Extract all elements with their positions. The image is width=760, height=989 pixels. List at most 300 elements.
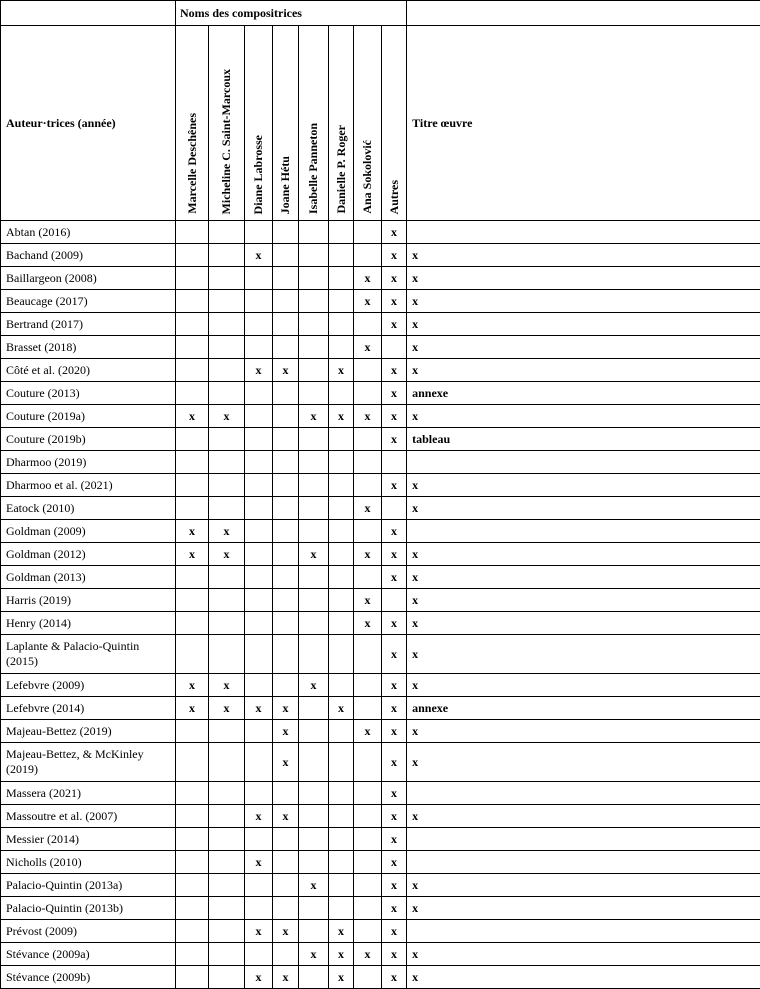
- mark-cell: x: [329, 920, 354, 943]
- mark-cell: [329, 543, 354, 566]
- mark-cell: [354, 451, 382, 474]
- mark-cell: [245, 782, 273, 805]
- title-cell: x: [407, 336, 760, 359]
- mark-cell: [299, 612, 329, 635]
- mark-cell: x: [245, 697, 273, 720]
- table-row: [1, 382, 760, 405]
- mark-cell: [354, 382, 382, 405]
- mark-cell: [273, 897, 299, 920]
- composer-name: Marcelle Deschênes: [185, 113, 200, 214]
- author-cell: Dharmoo (2019): [1, 451, 176, 474]
- mark-cell: x: [382, 382, 407, 405]
- mark-cell: [209, 966, 245, 989]
- mark-cell: [176, 359, 209, 382]
- author-column-header: Auteur·trices (année): [1, 26, 176, 221]
- header-top-row: [1, 1, 760, 26]
- mark-cell: [299, 244, 329, 267]
- mark-cell: [354, 635, 382, 674]
- mark-cell: [245, 221, 273, 244]
- mark-cell: x: [245, 244, 273, 267]
- mark-cell: [209, 336, 245, 359]
- mark-cell: x: [329, 697, 354, 720]
- mark-cell: x: [382, 851, 407, 874]
- mark-cell: [245, 290, 273, 313]
- title-cell: x: [407, 359, 760, 382]
- mark-cell: [329, 336, 354, 359]
- author-cell: Goldman (2012): [1, 543, 176, 566]
- mark-cell: [176, 897, 209, 920]
- mark-cell: x: [299, 943, 329, 966]
- author-cell: Beaucage (2017): [1, 290, 176, 313]
- mark-cell: [382, 336, 407, 359]
- mark-cell: [176, 612, 209, 635]
- mark-cell: [176, 451, 209, 474]
- mark-cell: [329, 382, 354, 405]
- table-row: [1, 943, 760, 966]
- author-cell: Abtan (2016): [1, 221, 176, 244]
- author-cell: Couture (2019a): [1, 405, 176, 428]
- mark-cell: [209, 428, 245, 451]
- mark-cell: [245, 828, 273, 851]
- mark-cell: x: [382, 743, 407, 782]
- mark-cell: [354, 966, 382, 989]
- mark-cell: [273, 851, 299, 874]
- mark-cell: [209, 221, 245, 244]
- mark-cell: x: [354, 405, 382, 428]
- mark-cell: x: [354, 336, 382, 359]
- table-row: [1, 474, 760, 497]
- mark-cell: x: [382, 966, 407, 989]
- table-row: [1, 359, 760, 382]
- mark-cell: [176, 566, 209, 589]
- composer-name: Danielle P. Roger: [334, 125, 349, 214]
- table-row: [1, 828, 760, 851]
- mark-cell: [176, 966, 209, 989]
- mark-cell: [354, 428, 382, 451]
- table-row: [1, 720, 760, 743]
- author-cell: Palacio-Quintin (2013b): [1, 897, 176, 920]
- mark-cell: [209, 451, 245, 474]
- composer-header: [209, 26, 245, 221]
- composers-group-header: Noms des compositrices: [176, 1, 407, 26]
- table-row: [1, 897, 760, 920]
- mark-cell: x: [354, 612, 382, 635]
- mark-cell: [176, 920, 209, 943]
- author-cell: Harris (2019): [1, 589, 176, 612]
- mark-cell: x: [354, 589, 382, 612]
- composer-name: Diane Labrosse: [251, 135, 266, 214]
- mark-cell: [299, 589, 329, 612]
- mark-cell: x: [382, 697, 407, 720]
- mark-cell: x: [354, 290, 382, 313]
- composer-name: Joane Hétu: [278, 156, 293, 214]
- mark-cell: [329, 428, 354, 451]
- author-cell: Massoutre et al. (2007): [1, 805, 176, 828]
- mark-cell: [176, 874, 209, 897]
- table-row: [1, 428, 760, 451]
- mark-cell: [209, 267, 245, 290]
- mark-cell: [329, 520, 354, 543]
- mark-cell: [176, 828, 209, 851]
- mark-cell: x: [176, 543, 209, 566]
- mark-cell: x: [382, 520, 407, 543]
- mark-cell: [299, 897, 329, 920]
- mark-cell: x: [176, 520, 209, 543]
- composer-header: [299, 26, 329, 221]
- mark-cell: [245, 674, 273, 697]
- title-cell: [407, 828, 760, 851]
- mark-cell: [329, 674, 354, 697]
- table-row: [1, 743, 760, 782]
- title-cell: x: [407, 805, 760, 828]
- mark-cell: [329, 290, 354, 313]
- mark-cell: [176, 244, 209, 267]
- mark-cell: [209, 566, 245, 589]
- mark-cell: x: [354, 267, 382, 290]
- mark-cell: [299, 382, 329, 405]
- mark-cell: [209, 897, 245, 920]
- mark-cell: x: [382, 897, 407, 920]
- mark-cell: x: [382, 720, 407, 743]
- title-cell: x: [407, 313, 760, 336]
- mark-cell: x: [382, 635, 407, 674]
- mark-cell: [245, 943, 273, 966]
- author-cell: Couture (2013): [1, 382, 176, 405]
- author-cell: Goldman (2013): [1, 566, 176, 589]
- mark-cell: [209, 851, 245, 874]
- mark-cell: [329, 566, 354, 589]
- composer-header: [354, 26, 382, 221]
- mark-cell: x: [382, 674, 407, 697]
- mark-cell: [299, 920, 329, 943]
- author-cell: Goldman (2009): [1, 520, 176, 543]
- mark-cell: [209, 828, 245, 851]
- mark-cell: x: [382, 566, 407, 589]
- mark-cell: [299, 359, 329, 382]
- mark-cell: [299, 313, 329, 336]
- title-top-cell: [407, 1, 760, 26]
- mark-cell: [176, 720, 209, 743]
- mark-cell: [299, 221, 329, 244]
- table-row: [1, 221, 760, 244]
- table-row: [1, 612, 760, 635]
- table-row: [1, 566, 760, 589]
- mark-cell: [299, 805, 329, 828]
- mark-cell: [176, 943, 209, 966]
- mark-cell: [176, 313, 209, 336]
- mark-cell: [299, 474, 329, 497]
- mark-cell: [209, 743, 245, 782]
- mark-cell: [329, 897, 354, 920]
- author-cell: Dharmoo et al. (2021): [1, 474, 176, 497]
- mark-cell: [273, 244, 299, 267]
- mark-cell: x: [382, 874, 407, 897]
- composer-name: Isabelle Panneton: [306, 123, 321, 214]
- mark-cell: x: [382, 290, 407, 313]
- mark-cell: [329, 497, 354, 520]
- mark-cell: [273, 221, 299, 244]
- table-row: [1, 313, 760, 336]
- mark-cell: x: [382, 428, 407, 451]
- table-row: [1, 920, 760, 943]
- table-row: [1, 405, 760, 428]
- mark-cell: [273, 520, 299, 543]
- author-cell: Stévance (2009a): [1, 943, 176, 966]
- title-cell: x: [407, 897, 760, 920]
- title-cell: [407, 520, 760, 543]
- mark-cell: [354, 697, 382, 720]
- author-cell: Bertrand (2017): [1, 313, 176, 336]
- mark-cell: [299, 828, 329, 851]
- mark-cell: [209, 782, 245, 805]
- mark-cell: [273, 405, 299, 428]
- mark-cell: [209, 497, 245, 520]
- mark-cell: [273, 874, 299, 897]
- mark-cell: [382, 589, 407, 612]
- table-row: [1, 782, 760, 805]
- title-cell: x: [407, 874, 760, 897]
- author-cell: Baillargeon (2008): [1, 267, 176, 290]
- mark-cell: [329, 851, 354, 874]
- mark-cell: [299, 851, 329, 874]
- mark-cell: [354, 474, 382, 497]
- table-row: [1, 267, 760, 290]
- mark-cell: [329, 313, 354, 336]
- mark-cell: [245, 267, 273, 290]
- mark-cell: [329, 828, 354, 851]
- mark-cell: x: [329, 966, 354, 989]
- table-row: [1, 874, 760, 897]
- mark-cell: [354, 897, 382, 920]
- title-cell: x: [407, 543, 760, 566]
- mark-cell: [209, 720, 245, 743]
- mark-cell: [299, 290, 329, 313]
- mark-cell: x: [382, 782, 407, 805]
- author-cell: Brasset (2018): [1, 336, 176, 359]
- title-cell: x: [407, 612, 760, 635]
- mark-cell: [273, 635, 299, 674]
- mark-cell: x: [382, 474, 407, 497]
- title-cell: x: [407, 966, 760, 989]
- mark-cell: [245, 635, 273, 674]
- mark-cell: [273, 428, 299, 451]
- mark-cell: [176, 267, 209, 290]
- mark-cell: x: [245, 359, 273, 382]
- mark-cell: [273, 943, 299, 966]
- mark-cell: [299, 451, 329, 474]
- table-row: [1, 805, 760, 828]
- mark-cell: x: [245, 966, 273, 989]
- mark-cell: [329, 451, 354, 474]
- mark-cell: [245, 313, 273, 336]
- mark-cell: [209, 382, 245, 405]
- composer-header: [382, 26, 407, 221]
- mark-cell: x: [299, 543, 329, 566]
- title-cell: [407, 851, 760, 874]
- mark-cell: [176, 474, 209, 497]
- mark-cell: [354, 782, 382, 805]
- mark-cell: [299, 782, 329, 805]
- table-row: [1, 966, 760, 989]
- mark-cell: [245, 451, 273, 474]
- mark-cell: x: [273, 359, 299, 382]
- mark-cell: [245, 589, 273, 612]
- mark-cell: [245, 428, 273, 451]
- table-body: [1, 221, 760, 989]
- mark-cell: [299, 520, 329, 543]
- mark-cell: x: [245, 920, 273, 943]
- mark-cell: [354, 520, 382, 543]
- author-cell: Stévance (2009b): [1, 966, 176, 989]
- mark-cell: [209, 943, 245, 966]
- mark-cell: [245, 720, 273, 743]
- title-cell: x: [407, 497, 760, 520]
- mark-cell: x: [273, 697, 299, 720]
- composer-header: [273, 26, 299, 221]
- mark-cell: [245, 543, 273, 566]
- mark-cell: x: [176, 697, 209, 720]
- table-row: [1, 244, 760, 267]
- mark-cell: [329, 635, 354, 674]
- mark-cell: x: [299, 674, 329, 697]
- mark-cell: x: [382, 359, 407, 382]
- mark-cell: [176, 428, 209, 451]
- table-row: [1, 336, 760, 359]
- mark-cell: [273, 267, 299, 290]
- mark-cell: [176, 497, 209, 520]
- title-cell: [407, 451, 760, 474]
- mark-cell: x: [299, 405, 329, 428]
- mark-cell: [209, 589, 245, 612]
- mark-cell: [245, 897, 273, 920]
- mark-cell: [245, 474, 273, 497]
- composer-name: Ana Sokolović: [360, 140, 375, 214]
- mark-cell: [176, 290, 209, 313]
- mark-cell: [273, 566, 299, 589]
- title-cell: tableau: [407, 428, 760, 451]
- mark-cell: [329, 244, 354, 267]
- author-cell: Prévost (2009): [1, 920, 176, 943]
- mark-cell: [354, 244, 382, 267]
- mark-cell: [273, 782, 299, 805]
- author-cell: Lefebvre (2009): [1, 674, 176, 697]
- mark-cell: [245, 382, 273, 405]
- mark-cell: [245, 566, 273, 589]
- title-cell: x: [407, 943, 760, 966]
- mark-cell: [354, 313, 382, 336]
- table-row: [1, 635, 760, 674]
- mark-cell: [176, 743, 209, 782]
- table-row: [1, 290, 760, 313]
- mark-cell: [299, 267, 329, 290]
- author-cell: Lefebvre (2014): [1, 697, 176, 720]
- mark-cell: x: [354, 543, 382, 566]
- mark-cell: x: [382, 543, 407, 566]
- title-cell: x: [407, 743, 760, 782]
- composer-header: [329, 26, 354, 221]
- mark-cell: [245, 612, 273, 635]
- title-cell: x: [407, 635, 760, 674]
- mark-cell: [273, 313, 299, 336]
- mark-cell: x: [382, 612, 407, 635]
- title-cell: x: [407, 405, 760, 428]
- mark-cell: x: [273, 920, 299, 943]
- mark-cell: x: [354, 497, 382, 520]
- title-cell: annexe: [407, 382, 760, 405]
- mark-cell: [176, 635, 209, 674]
- mark-cell: x: [273, 966, 299, 989]
- mark-cell: [245, 497, 273, 520]
- mark-cell: [299, 697, 329, 720]
- title-cell: [407, 221, 760, 244]
- mark-cell: [273, 336, 299, 359]
- header-row: [1, 26, 760, 221]
- mark-cell: x: [382, 805, 407, 828]
- mark-cell: [299, 966, 329, 989]
- title-cell: x: [407, 589, 760, 612]
- mark-cell: x: [245, 851, 273, 874]
- mark-cell: x: [176, 405, 209, 428]
- mark-cell: [273, 543, 299, 566]
- mark-cell: [273, 589, 299, 612]
- author-cell: Massera (2021): [1, 782, 176, 805]
- mark-cell: x: [329, 359, 354, 382]
- mark-cell: [176, 382, 209, 405]
- mark-cell: [299, 336, 329, 359]
- mark-cell: x: [382, 405, 407, 428]
- author-cell: Messier (2014): [1, 828, 176, 851]
- mark-cell: [273, 674, 299, 697]
- mark-cell: [299, 635, 329, 674]
- mark-cell: [273, 451, 299, 474]
- mark-cell: [245, 743, 273, 782]
- mark-cell: [299, 428, 329, 451]
- title-cell: [407, 920, 760, 943]
- author-cell: Couture (2019b): [1, 428, 176, 451]
- mark-cell: x: [209, 520, 245, 543]
- author-cell: Henry (2014): [1, 612, 176, 635]
- mark-cell: [329, 589, 354, 612]
- mark-cell: [273, 497, 299, 520]
- mark-cell: [273, 474, 299, 497]
- table-row: [1, 451, 760, 474]
- mark-cell: [209, 244, 245, 267]
- composer-header: [245, 26, 273, 221]
- composer-name: Micheline C. Saint-Marcoux: [219, 69, 234, 214]
- mark-cell: [299, 720, 329, 743]
- mark-cell: [273, 382, 299, 405]
- mark-cell: [209, 874, 245, 897]
- title-cell: x: [407, 290, 760, 313]
- mark-cell: x: [209, 543, 245, 566]
- mark-cell: [354, 359, 382, 382]
- title-cell: x: [407, 267, 760, 290]
- table-row: [1, 520, 760, 543]
- mark-cell: x: [245, 805, 273, 828]
- mark-cell: [176, 805, 209, 828]
- mark-cell: x: [354, 720, 382, 743]
- title-column-header: Titre œuvre: [407, 26, 760, 221]
- author-cell: Majeau-Bettez (2019): [1, 720, 176, 743]
- mark-cell: [176, 782, 209, 805]
- mark-cell: [329, 782, 354, 805]
- mark-cell: [354, 920, 382, 943]
- table-row: [1, 674, 760, 697]
- title-cell: x: [407, 566, 760, 589]
- mark-cell: x: [299, 874, 329, 897]
- mark-cell: [245, 874, 273, 897]
- mark-cell: x: [354, 943, 382, 966]
